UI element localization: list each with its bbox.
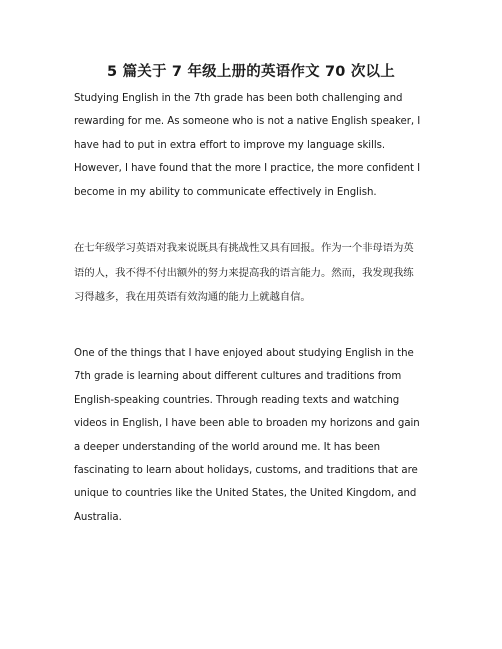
text-line: a deeper understanding of the world around me. It has been — [74, 441, 381, 453]
text-line: unique to countries like the United States, the United Kingdom, and — [74, 488, 417, 500]
text-line: 7th grade is learning about different cultures and traditions from — [74, 371, 402, 383]
text-line: 语的人，我不得不付出额外的努力来提高我的语言能力。然而，我发现我练 — [74, 266, 414, 279]
text-line: Australia. — [74, 511, 122, 523]
paragraph-english-2 — [74, 342, 434, 529]
text-line: However, I have found that the more I practice, the more confident I — [74, 163, 421, 175]
text-line: rewarding for me. As someone who is not a native English speaker, I — [74, 116, 421, 128]
paragraph-english-1 — [74, 87, 434, 204]
text-line: 习得越多，我在用英语有效沟通的能力上就越自信。 — [74, 291, 311, 304]
text-line: videos in English, I have been able to broaden my horizons and gain — [74, 418, 420, 430]
text-line: English-speaking countries. Through reading texts and watching — [74, 394, 400, 406]
text-line: Studying English in the 7th grade has been both challenging and — [74, 93, 403, 104]
text-line: One of the things that I have enjoyed about studying English in the — [74, 348, 414, 359]
document-title: 5 篇关于 7 年级上册的英语作文 70 次以上 — [107, 64, 395, 80]
text-line: have had to put in extra effort to improve my language skills. — [74, 139, 386, 151]
text-line: fascinating to learn about holidays, customs, and traditions that are — [74, 465, 418, 477]
text-line: become in my ability to communicate effectively in English. — [74, 186, 377, 198]
text-line: 在七年级学习英语对我来说既具有挑战性又具有回报。作为一个非母语为英 — [74, 242, 414, 254]
paragraph-chinese-1 — [74, 236, 434, 310]
